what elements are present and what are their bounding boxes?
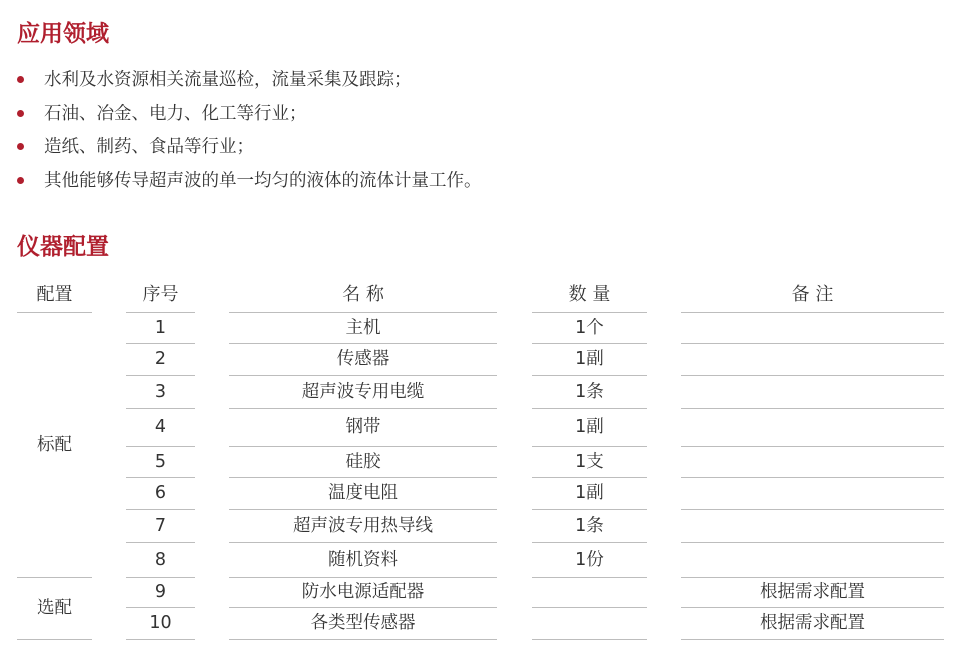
table-cell-qty: 1份	[575, 549, 604, 570]
group-label: 标配	[37, 434, 72, 455]
table-rule	[681, 312, 944, 313]
table-rule	[126, 542, 195, 543]
table-rule	[681, 343, 944, 344]
table-rule	[229, 509, 497, 510]
table-cell-qty: 1条	[575, 515, 604, 536]
table-cell-qty: 1副	[575, 417, 604, 437]
table-rule	[126, 312, 195, 313]
list-item	[17, 133, 482, 167]
config-section-title: 仪器配置	[17, 234, 109, 260]
application-section-title: 应用领域	[17, 21, 109, 47]
bullet-dot-icon	[17, 76, 24, 83]
table-cell-no: 8	[154, 549, 167, 570]
table-rule	[126, 446, 195, 447]
table-rule	[681, 542, 944, 543]
list-item-text: 水利及水资源相关流量巡检，流量采集及跟踪；	[44, 70, 412, 90]
table-rule	[17, 577, 92, 578]
header-name: 名 称	[342, 284, 384, 305]
table-rule	[126, 607, 195, 608]
list-item	[17, 100, 482, 134]
table-rule	[229, 312, 497, 313]
table-cell-no: 2	[154, 349, 167, 369]
header-quantity: 数 量	[568, 284, 611, 305]
table-cell-name: 随机资料	[328, 549, 398, 570]
list-item-text: 造纸、制药、食品等行业；	[44, 137, 254, 157]
table-rule	[532, 542, 647, 543]
table-cell-no: 4	[154, 417, 167, 437]
table-rule	[229, 577, 497, 578]
table-cell-qty: 1支	[575, 451, 604, 472]
table-rule	[126, 509, 195, 510]
table-rule	[532, 408, 647, 409]
bullet-dot-icon	[17, 143, 24, 150]
table-cell-no: 9	[154, 582, 167, 602]
table-cell-no: 5	[154, 451, 167, 472]
table-rule	[532, 639, 647, 640]
table-rule	[229, 607, 497, 608]
group-label: 选配	[37, 598, 72, 618]
table-cell-name: 超声波专用电缆	[301, 381, 425, 402]
table-rule	[126, 577, 195, 578]
list-item	[17, 66, 482, 100]
table-cell-name: 温度电阻	[328, 483, 398, 503]
list-item-text: 其他能够传导超声波的单一均匀的液体的流体计量工作。	[44, 170, 482, 191]
table-rule	[229, 446, 497, 447]
table-rule	[229, 477, 497, 478]
table-rule	[126, 477, 195, 478]
table-cell-no: 10	[149, 613, 172, 633]
table-rule	[126, 639, 195, 640]
table-cell-note: 根据需求配置	[760, 582, 865, 602]
table-rule	[532, 477, 647, 478]
table-cell-name: 硅胶	[345, 451, 381, 472]
table-cell-qty: 1条	[575, 381, 604, 402]
table-rule	[17, 639, 92, 640]
table-cell-name: 各类型传感器	[310, 613, 416, 633]
table-cell-name: 传感器	[336, 349, 390, 369]
table-rule	[532, 607, 647, 608]
application-list	[17, 66, 482, 200]
table-rule	[229, 639, 497, 640]
table-rule	[229, 408, 497, 409]
table-cell-name: 钢带	[345, 417, 381, 437]
table-cell-name: 超声波专用热导线	[293, 515, 433, 536]
table-cell-no: 1	[154, 317, 167, 338]
table-rule	[126, 343, 195, 344]
table-cell-qty: 1个	[575, 317, 604, 338]
table-rule	[681, 375, 944, 376]
table-rule	[532, 375, 647, 376]
table-rule	[681, 577, 944, 578]
table-cell-no: 6	[154, 483, 167, 503]
header-config: 配置	[36, 284, 73, 305]
table-cell-no: 7	[154, 515, 167, 536]
table-cell-qty: 1副	[575, 483, 604, 503]
table-rule	[229, 375, 497, 376]
table-rule	[532, 343, 647, 344]
table-cell-name: 主机	[345, 317, 381, 338]
bullet-dot-icon	[17, 177, 24, 184]
table-rule	[229, 343, 497, 344]
bullet-dot-icon	[17, 110, 24, 117]
table-rule	[681, 408, 944, 409]
table-rule	[229, 542, 497, 543]
list-item-text: 石油、冶金、电力、化工等行业；	[44, 103, 307, 124]
header-remark: 备 注	[791, 284, 834, 305]
table-rule	[17, 312, 92, 313]
table-rule	[126, 408, 195, 409]
table-rule	[681, 607, 944, 608]
list-item	[17, 167, 482, 201]
table-rule	[681, 477, 944, 478]
table-rule	[681, 446, 944, 447]
table-cell-note: 根据需求配置	[760, 613, 865, 633]
table-rule	[532, 312, 647, 313]
table-cell-name: 防水电源适配器	[301, 582, 425, 602]
table-rule	[681, 509, 944, 510]
table-rule	[532, 577, 647, 578]
table-cell-qty: 1副	[575, 349, 604, 369]
table-rule	[532, 509, 647, 510]
table-cell-no: 3	[154, 381, 167, 402]
table-rule	[126, 375, 195, 376]
header-number: 序号	[142, 284, 179, 305]
table-rule	[532, 446, 647, 447]
table-rule	[681, 639, 944, 640]
